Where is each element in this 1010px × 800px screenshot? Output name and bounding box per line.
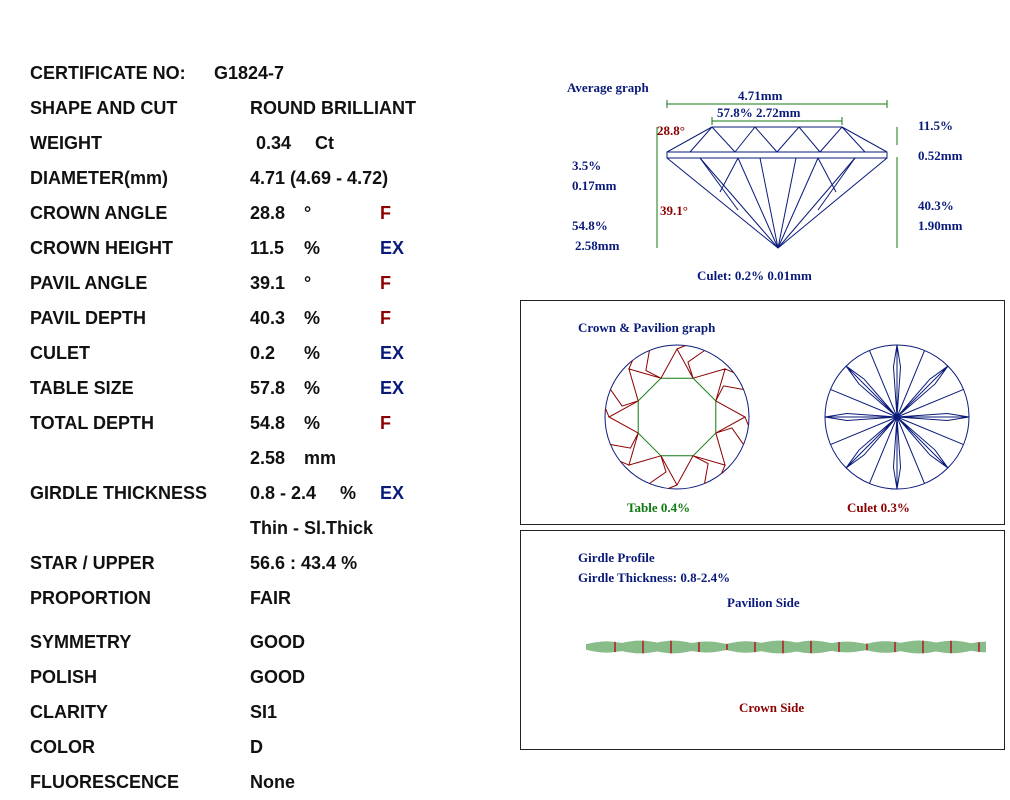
row-label: COLOR [30, 737, 95, 757]
row-unit: % [304, 378, 321, 398]
row-grade: F [380, 308, 391, 328]
row-label: CULET [30, 343, 90, 363]
row-value: GOOD [250, 632, 306, 652]
girdle-pct-mm-label: 0.17mm [572, 178, 617, 193]
row-value: 40.3 [250, 308, 286, 328]
girdle-profile-title: Girdle Profile [578, 550, 655, 565]
row-value: SI1 [250, 702, 278, 722]
row-value: FAIR [250, 588, 292, 608]
row-value: 2.58 [250, 448, 286, 468]
row-unit: % [304, 308, 321, 328]
total-depth-pct-label: 54.8% [572, 218, 608, 233]
row-label: POLISH [30, 667, 98, 687]
row-grade: F [380, 203, 391, 223]
row-value: Thin - Sl.Thick [250, 518, 374, 538]
row-value: 28.8 [250, 203, 286, 223]
certificate-number: G1824-7 [214, 63, 285, 83]
pavilion-angle-label: 39.1° [660, 203, 688, 218]
row-label: PAVIL ANGLE [30, 273, 148, 293]
pavilion-depth-pct-label: 40.3% [918, 198, 954, 213]
crown-angle-label: 28.8° [657, 123, 685, 138]
row-label: TOTAL DEPTH [30, 413, 155, 433]
row-label: CROWN ANGLE [30, 203, 168, 223]
row-value: None [250, 772, 295, 792]
row-label: PAVIL DEPTH [30, 308, 147, 328]
row-label: FLUORESCENCE [30, 772, 180, 792]
row-label: TABLE SIZE [30, 378, 134, 398]
row-grade: EX [380, 238, 405, 258]
row-grade: F [380, 413, 391, 433]
average-graph-title: Average graph [567, 80, 649, 95]
row-value: 54.8 [250, 413, 286, 433]
row-value: 0.8 - 2.4 [250, 483, 317, 503]
row-grade: EX [380, 483, 405, 503]
table-size-label: 57.8% 2.72mm [717, 105, 801, 120]
row-value: 0.34 [256, 133, 292, 153]
row-unit: ° [304, 203, 312, 223]
pavilion-bottom-view-diagram [817, 337, 977, 497]
row-label: CLARITY [30, 702, 108, 722]
row-grade: EX [380, 343, 405, 363]
girdle-thickness-label: Girdle Thickness: 0.8-2.4% [578, 570, 731, 585]
row-label: STAR / UPPER [30, 553, 155, 573]
row-value: GOOD [250, 667, 306, 687]
row-label: CROWN HEIGHT [30, 238, 173, 258]
row-label: SHAPE AND CUT [30, 98, 178, 118]
row-value: 0.2 [250, 343, 276, 363]
row-unit: mm [304, 448, 337, 468]
row-grade: F [380, 273, 391, 293]
row-label: WEIGHT [30, 133, 102, 153]
pavilion-side-label: Pavilion Side [727, 595, 800, 610]
culet-percent-label: Culet 0.3% [847, 500, 910, 515]
table-percent-label: Table 0.4% [627, 500, 691, 515]
pavilion-depth-mm-label: 1.90mm [918, 218, 963, 233]
row-grade: EX [380, 378, 405, 398]
girdle-pct-label: 3.5% [572, 158, 602, 173]
crown-top-view-diagram [597, 337, 757, 497]
row-value: 11.5 [250, 238, 285, 258]
row-label: DIAMETER(mm) [30, 168, 168, 188]
row-value: 56.6 : 43.4 % [250, 553, 358, 573]
crown-side-label: Crown Side [739, 700, 805, 715]
culet-label: Culet: 0.2% 0.01mm [697, 268, 812, 283]
diamond-profile-diagram [0, 0, 1010, 300]
row-value: 4.71 (4.69 - 4.72) [250, 168, 389, 188]
row-label: PROPORTION [30, 588, 152, 608]
row-value: D [250, 737, 263, 757]
certificate-label: CERTIFICATE NO: [30, 63, 186, 83]
crown-height-label: 11.5% [918, 118, 954, 133]
row-unit: % [304, 343, 321, 363]
row-value: ROUND BRILLIANT [250, 98, 416, 118]
diameter-label: 4.71mm [738, 88, 783, 103]
row-label: SYMMETRY [30, 632, 132, 652]
crown-pavilion-title: Crown & Pavilion graph [578, 320, 716, 335]
total-depth-mm-label: 2.58mm [575, 238, 620, 253]
row-unit: % [304, 238, 321, 258]
row-value: 57.8 [250, 378, 286, 398]
row-label: GIRDLE THICKNESS [30, 483, 208, 503]
row-unit: Ct [315, 133, 334, 153]
row-unit: % [304, 413, 321, 433]
row-unit: ° [304, 273, 312, 293]
row-value: 39.1 [250, 273, 286, 293]
girdle-profile-waveform [587, 637, 987, 657]
row-unit: % [340, 483, 357, 503]
girdle-mm-label: 0.52mm [918, 148, 963, 163]
